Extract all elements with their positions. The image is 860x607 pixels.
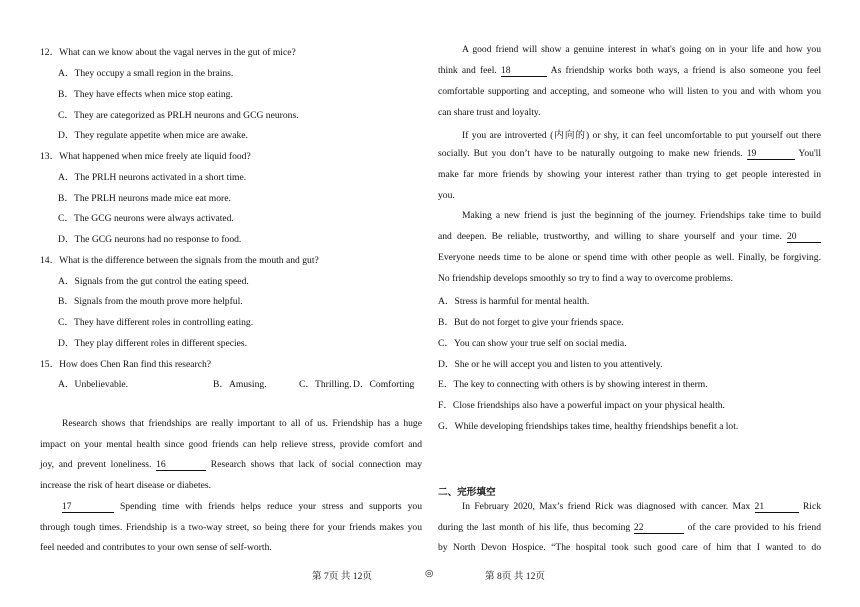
page-number-right: 第 8页 共 12页	[485, 571, 545, 582]
question-14-stem: 14．What is the difference between the signals from the mouth and gut?	[40, 255, 319, 266]
passage-line	[438, 65, 821, 77]
cloze-text: during the last month of his life, thus becoming	[438, 522, 631, 533]
passage-line: impact on your mental health since good friends can help relieve stress, provide comfort and	[40, 439, 422, 450]
choice-option-a: A．Stress is harmful for mental health.	[438, 296, 590, 307]
cloze-text: In February 2020, Max’s friend Rick was diagnosed with cancer. Max	[462, 501, 751, 512]
question-13-stem: 13．What happened when mice freely ate liquid food?	[40, 151, 251, 162]
passage-line: through tough times. Friendship is a two-way street, so being there for your friends makes you	[40, 522, 422, 533]
question-12-stem: 12．What can we know about the vagal nerves in the gut of mice?	[40, 47, 296, 58]
passage-line	[438, 148, 821, 160]
passage-line	[62, 501, 422, 513]
cloze-line	[462, 501, 821, 513]
q12-option-c: C．They are categorized as PRLH neurons and GCG neurons.	[58, 110, 299, 121]
choice-option-g: G．While developing friendships takes time, healthy friendships benefit a lot.	[438, 421, 739, 432]
q14-option-c: C．They have different roles in controlling eating.	[58, 317, 254, 328]
passage-text: think and feel.	[438, 65, 497, 76]
blank-16[interactable]: 16	[156, 459, 206, 471]
q15-option-c: C．Thrilling.	[299, 379, 352, 390]
passage-line: increase the risk of heart disease or diabetes.	[40, 480, 212, 491]
binding-symbol: ◎	[425, 568, 434, 579]
passage-line	[438, 231, 821, 243]
passage-text: You'll	[798, 148, 822, 159]
choice-option-f: F．Close friendships also have a powerful impact on your physical health.	[438, 400, 725, 411]
cloze-line: by North Devon Hospice. “The hospital took such good care of him that I wanted to do	[438, 542, 821, 553]
blank-22[interactable]: 22	[634, 522, 684, 534]
passage-line: comfortable supporting and accepting, and someone who will listen to you and with whom you	[438, 86, 821, 97]
choice-option-e: E．The key to connecting with others is by showing interest in therm.	[438, 379, 708, 390]
passage-text: and deepen. Be reliable, trustworthy, and willing to share yourself and your time.	[438, 231, 782, 242]
q12-option-a: A．They occupy a small region in the brains.	[58, 68, 234, 79]
passage-text: Research shows that lack of social connection may	[210, 459, 422, 470]
passage-line: If you are introverted (内向的) or shy, it can feel uncomfortable to put yourself out there	[462, 130, 821, 141]
q15-option-b: B．Amusing.	[213, 379, 267, 390]
page-number-left: 第 7页 共 12页	[312, 571, 372, 582]
passage-line: Making a new friend is just the beginning of the journey. Friendships take time to build	[462, 210, 821, 221]
choice-option-b: B．But do not forget to give your friends space.	[438, 317, 624, 328]
passage-text: Spending time with friends helps reduce your stress and supports you	[119, 501, 423, 512]
question-15-stem: 15．How does Chen Ran find this research?	[40, 359, 212, 370]
passage-line: make far more friends by showing your interest rather than trying to get people interested in	[438, 169, 821, 180]
q15-option-d: D．Comforting	[353, 379, 415, 390]
blank-19[interactable]: 19	[747, 148, 795, 160]
cloze-line	[438, 522, 821, 534]
blank-18[interactable]: 18	[501, 65, 547, 77]
section-title: 二、完形填空	[438, 487, 496, 498]
q13-option-d: D．The GCG neurons had no response to food.	[58, 234, 242, 245]
passage-text: joy, and prevent loneliness.	[40, 459, 152, 470]
q15-option-a: A．Unbelievable.	[58, 379, 129, 390]
q14-option-b: B．Signals from the mouth prove more helpful.	[58, 296, 243, 307]
choice-option-c: C．You can show your true self on social media.	[438, 338, 627, 349]
q12-option-b: B．They have effects when mice stop eating.	[58, 89, 233, 100]
passage-line: Everyone needs time to be alone or spend time with other people as well. Finally, be forgiving.	[438, 252, 821, 263]
passage-line: feel needed and contributes to your own sense of self-worth.	[40, 542, 272, 553]
q14-option-d: D．They play different roles in different species.	[58, 338, 248, 349]
passage-line: No friendship develops smoothly so try to find a way to overcome problems.	[438, 273, 733, 284]
blank-17[interactable]: 17	[62, 501, 114, 513]
blank-21[interactable]: 21	[755, 501, 799, 513]
q13-option-b: B．The PRLH neurons made mice eat more.	[58, 193, 231, 204]
passage-text: As friendship works both ways, a friend is also someone you feel	[550, 65, 821, 76]
q13-option-c: C．The GCG neurons were always activated.	[58, 213, 234, 224]
passage-line: you.	[438, 190, 455, 201]
cloze-text: Rick	[802, 501, 821, 512]
passage-line: can share trust and loyalty.	[438, 107, 541, 118]
q13-option-a: A．The PRLH neurons activated in a short time.	[58, 172, 247, 183]
q12-option-d: D．They regulate appetite when mice are awake.	[58, 130, 248, 141]
q14-option-a: A．Signals from the gut control the eating speed.	[58, 276, 249, 287]
choice-option-d: D．She or he will accept you and listen to you attentively.	[438, 359, 663, 370]
passage-line	[40, 459, 422, 471]
blank-20[interactable]: 20	[787, 231, 821, 243]
passage-text: socially. But you don’t have to be naturally outgoing to make new friends.	[438, 148, 743, 159]
passage-line: Research shows that friendships are really important to all of us. Friendship has a huge	[62, 418, 422, 429]
cloze-text: of the care provided to his friend	[687, 522, 821, 533]
passage-line: A good friend will show a genuine interest in what's going on in your life and how you	[462, 44, 821, 55]
